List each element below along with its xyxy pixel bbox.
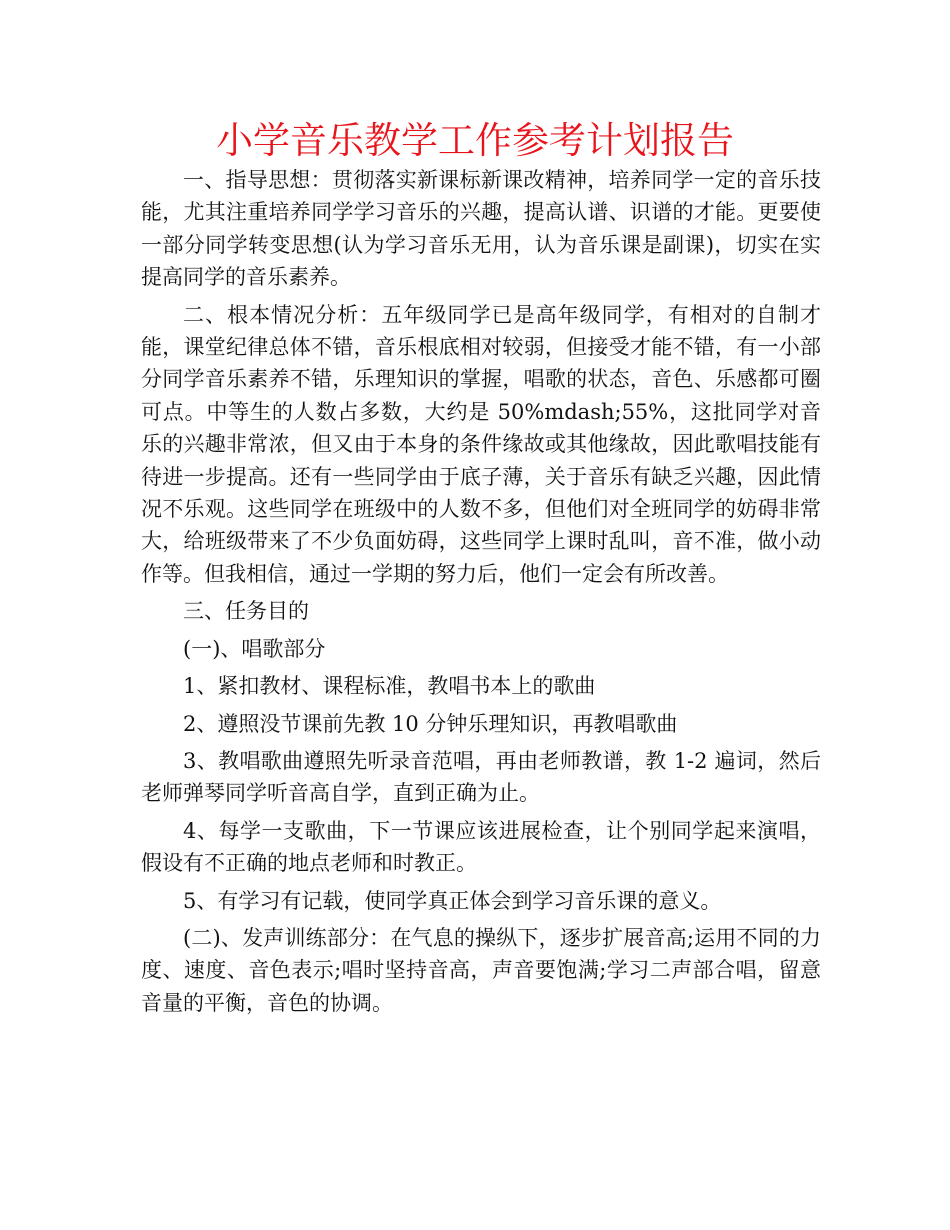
paragraph-item-5: 5、有学习有记载，使同学真正体会到学习音乐课的意义。: [183, 888, 722, 913]
paragraph-item-1: 1、紧扣教材、课程标准，教唱书本上的歌曲: [183, 674, 596, 699]
paragraph-item-2: 2、遵照没节课前先教 10 分钟乐理知识，再教唱歌曲: [183, 711, 678, 736]
paragraph-item-4: 4、每学一支歌曲，下一节课应该进展检查，让个别同学起来演唱，假设有不正确的地点老师和时教正。: [141, 818, 821, 876]
paragraph-situation-analysis: 二、根本情况分析：五年级同学已是高年级同学，有相对的自制才能，课堂纪律总体不错，音乐根底相对较弱，但接受才能不错，有一小部分同学音乐素养不错，乐理知识的掌握，唱歌的状态，音色、乐感都可圈可点。中等生的人数占多数，大约是 50%mdash;55%，这批同学对音乐的兴趣非常浓，但又由于本身的条件缘故或其他缘故，因此歌唱技能有待进一步提高。还有一些同学由于底子薄，关于音乐有缺乏兴趣，因此情况不乐观。这些同学在班级中的人数不多，但他们对全班同学的妨碍非常大，给班级带来了不少负面妨碍，这些同学上课时乱叫，音不准，做小动作等。但我相信，通过一学期的努力后，他们一定会有所改善。: [141, 302, 821, 586]
paragraph-singing-heading: (一)、唱歌部分: [183, 636, 326, 661]
document-body: [141, 164, 821, 1024]
paragraph-item-3: 3、教唱歌曲遵照先听录音范唱，再由老师教谱，教 1-2 遍词，然后老师弹琴同学听音高自学，直到正确为止。: [141, 748, 821, 806]
document-title: 小学音乐教学工作参考计划报告: [216, 119, 734, 162]
paragraph-vocal-training: (二)、发声训练部分：在气息的操纵下，逐步扩展音高;运用不同的力度、速度、音色表示;唱时坚持音高，声音要饱满;学习二声部合唱，留意音量的平衡，音色的协调。: [141, 925, 821, 1015]
paragraph-guiding-thought: 一、指导思想：贯彻落实新课标新课改精神，培养同学一定的音乐技能，尤其注重培养同学学习音乐的兴趣，提高认谱、识谱的才能。更要使一部分同学转变思想(认为学习音乐无用，认为音乐课是副课)，切实在实提高同学的音乐素养。: [141, 168, 821, 290]
paragraph-task-heading: 三、任务目的: [183, 599, 309, 624]
